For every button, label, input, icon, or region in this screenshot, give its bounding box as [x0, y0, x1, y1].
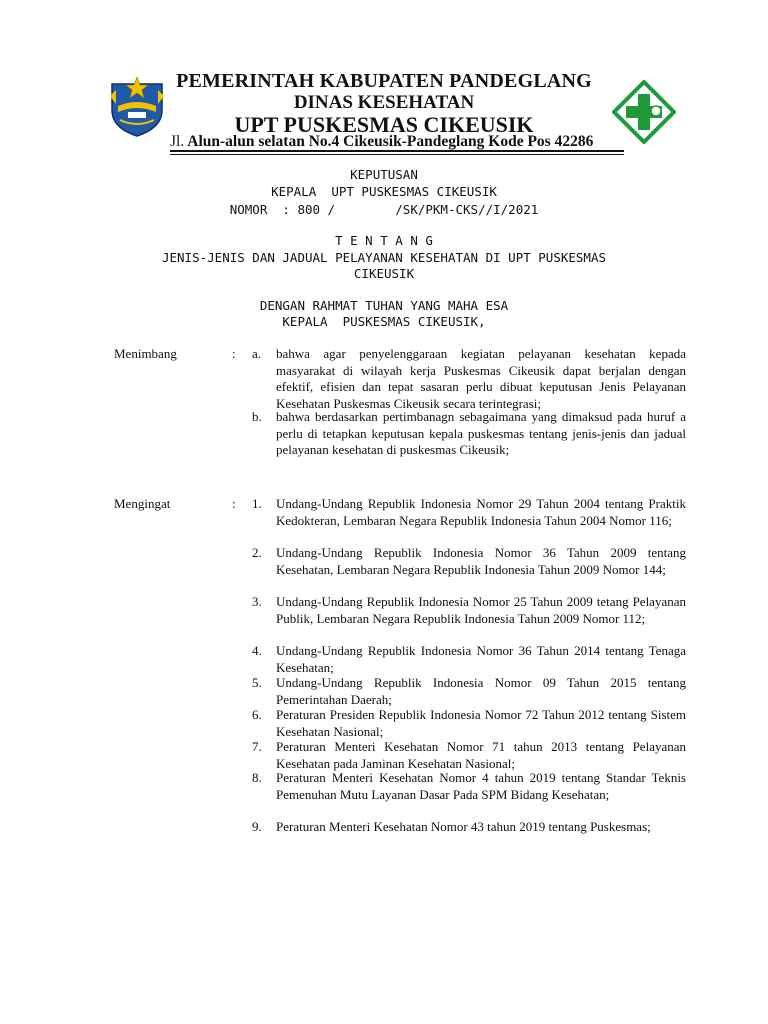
letterhead-government: PEMERINTAH KABUPATEN PANDEGLANG — [176, 70, 592, 92]
mengingat-item-text: Peraturan Menteri Kesehatan Nomor 43 tahun 2019 tentang Puskesmas; — [276, 819, 651, 834]
menimbang-item-mark: b. — [252, 409, 262, 424]
mengingat-item-text: Peraturan Menteri Kesehatan Nomor 4 tahun 2019 tentang Standar Teknis Pemenuhan Mutu Layanan Dasar Pada SPM Bidang Kesehatan; — [276, 770, 686, 802]
decree-title: KEPUTUSAN — [350, 167, 418, 182]
puskesmas-cross-logo-icon — [612, 80, 676, 144]
letterhead-institution: UPT PUSKESMAS CIKEUSIK — [234, 112, 534, 137]
address-text: Alun-alun selatan No.4 Cikeusik-Pandeglang Kode Pos 42286 — [187, 133, 594, 150]
mengingat-item-text: Undang-Undang Republik Indonesia Nomor 36 Tahun 2009 tentang Kesehatan, Lembaran Negara Republik Indonesia Tahun 2009 Nomor 144; — [276, 545, 686, 577]
subject-line-2: CIKEUSIK — [353, 266, 415, 281]
mengingat-item-mark: 5. — [252, 675, 262, 690]
mengingat-item-mark: 6. — [252, 707, 262, 722]
mengingat-item-mark: 8. — [252, 770, 262, 785]
letterhead-rule-thick — [170, 150, 624, 152]
mengingat-item-mark: 1. — [252, 496, 262, 511]
mengingat-item-mark: 3. — [252, 594, 262, 609]
mengingat-label: Mengingat — [114, 496, 171, 511]
mengingat-item-text: Peraturan Presiden Republik Indonesia Nomor 72 Tahun 2012 tentang Sistem Kesehatan Nasional; — [276, 707, 686, 739]
mengingat-item-mark: 2. — [252, 545, 262, 560]
mengingat-item-mark: 4. — [252, 643, 262, 658]
mengingat-item-text: Peraturan Menteri Kesehatan Nomor 71 tahun 2013 tentang Pelayanan Kesehatan pada Jaminan Kesehatan Nasional; — [276, 739, 686, 771]
address-prefix: Jl. — [170, 133, 185, 150]
letterhead-address — [170, 133, 593, 151]
menimbang-label: Menimbang — [114, 346, 177, 361]
menimbang-item-text: bahwa agar penyelenggaraan kegiatan pelayanan kesehatan kepada masyarakat di wilayah kerja Puskesmas Cikeusik dapat berjalan dengan efektif, efisien dan tepat sasaran perlu dibuat keputusan Jenis Pelayanan Kesehatan Puskesmas Cikeusik secara terintegrasi; — [276, 346, 686, 411]
grace-line-1: DENGAN RAHMAT TUHAN YANG MAHA ESA — [259, 298, 509, 313]
mengingat-item-mark: 9. — [252, 819, 262, 834]
mengingat-item-text: Undang-Undang Republik Indonesia Nomor 09 Tahun 2015 tentang Pemerintahan Daerah; — [276, 675, 686, 707]
mengingat-item-mark: 7. — [252, 739, 262, 754]
mengingat-item-text: Undang-Undang Republik Indonesia Nomor 25 Tahun 2009 tetang Pelayanan Publik, Lembaran Negara Republik Indonesia Tahun 2009 Nomor 112; — [276, 594, 686, 626]
subject-line-1: JENIS-JENIS DAN JADUAL PELAYANAN KESEHATAN DI UPT PUSKESMAS — [161, 250, 606, 265]
menimbang-item-mark: a. — [252, 346, 262, 361]
mengingat-colon: : — [232, 496, 236, 511]
letterhead-agency: DINAS KESEHATAN — [293, 92, 475, 113]
decree-issuer: KEPALA UPT PUSKESMAS CIKEUSIK — [271, 184, 497, 199]
menimbang-item-text: bahwa berdasarkan pertimbanagn sebagaimana yang dimaksud pada huruf a perlu di tetapkan keputusan kepala puskesmas tentang jenis-jenis dan jadual pelayanan kesehatan di puskesmas Cikeusik; — [276, 409, 686, 458]
about-label: T E N T A N G — [335, 233, 433, 248]
letterhead-rule-thin — [170, 154, 624, 155]
decree-number: NOMOR : 800 / /SK/PKM-CKS//I/2021 — [229, 202, 539, 217]
menimbang-colon: : — [232, 346, 236, 361]
grace-line-2: KEPALA PUSKESMAS CIKEUSIK, — [282, 314, 486, 329]
mengingat-item-text: Undang-Undang Republik Indonesia Nomor 29 Tahun 2004 tentang Praktik Kedokteran, Lembaran Negara Republik Indonesia Tahun 2004 Nomor 116; — [276, 496, 686, 528]
mengingat-item-text: Undang-Undang Republik Indonesia Nomor 36 Tahun 2014 tentang Tenaga Kesehatan; — [276, 643, 686, 675]
